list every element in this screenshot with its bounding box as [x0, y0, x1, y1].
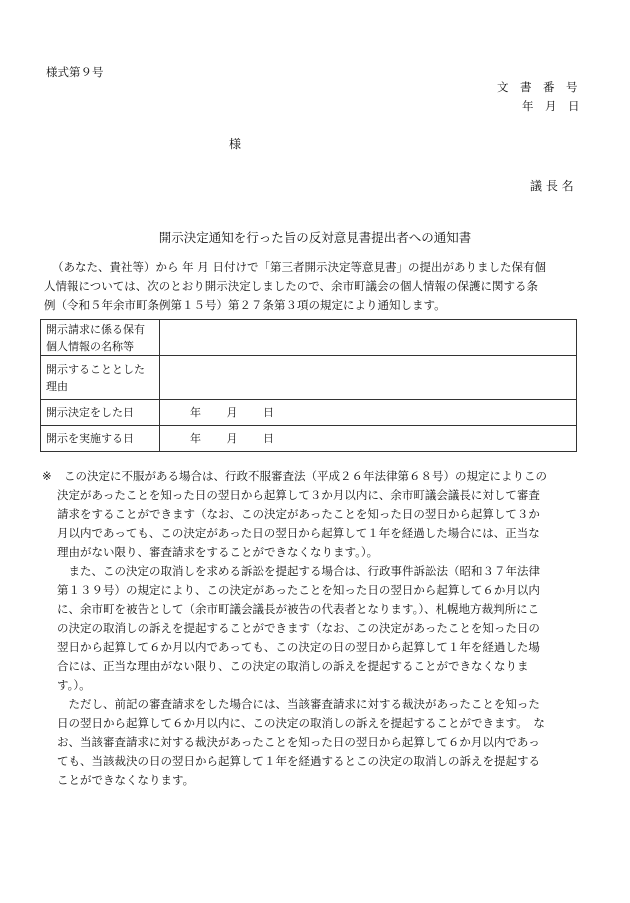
table-label-implementation-date: 開示を実施する日 [41, 426, 160, 452]
chair-name-label: 議 長 名 [530, 179, 574, 193]
document-title: 開示決定通知を行った旨の反対意見書提出者への通知書 [158, 230, 472, 245]
table-row [41, 400, 577, 426]
date-day: 日 [263, 432, 274, 445]
note-mark: ※ [42, 469, 52, 483]
notes-line: ても、当該裁決の日の翌日から起算して１年を経過するとこの決定の取消しの訴えを提起する [57, 754, 540, 768]
date-year: 年 [190, 406, 201, 419]
date-year: 年 [190, 432, 201, 445]
notes-line [44, 467, 592, 486]
notes-line: の決定の取消しの訴えを提起することができます（なお、この決定があったことを知った日の [57, 621, 540, 635]
notes-line: 合には、正当な理由がない限り、この決定の取消しの訴えを提起することができなくなりま [57, 659, 529, 673]
table-value-implementation-date [160, 426, 577, 452]
notes-line: 月以内であっても、この決定があった日の翌日から起算して１年を経過した場合には、正当な [57, 526, 540, 540]
notes-line: ただし、前記の審査請求をした場合には、当該審査請求に対する裁決があったことを知った [57, 697, 540, 711]
table-value-info-name [160, 320, 577, 356]
label-line: 個人情報の名称等 [46, 339, 134, 353]
label-line: 開示請求に係る保有 [46, 322, 145, 336]
decision-table [40, 319, 577, 452]
notes-line: 第１３９号）の規定により、この決定があったことを知った日の翌日から起算して６か月以内 [57, 583, 540, 597]
form-number: 様式第９号 [46, 65, 104, 79]
notes-line: に、余市町を被告として（余市町議会議長が被告の代表者となります。）、札幌地方裁判所にこ [57, 602, 540, 616]
table-label-decision-date: 開示決定をした日 [41, 400, 160, 426]
notes-line: 理由がない限り、審査請求をすることができなくなります。）。 [57, 545, 379, 559]
table-row [41, 426, 577, 452]
table-row [41, 356, 577, 400]
table-label-info-name [41, 320, 160, 356]
date-month: 月 [226, 406, 238, 419]
intro-line: （あなた、貴社等）から 年 月 日付けで「第三者開示決定等意見書」の提出がありました保有個 [52, 260, 546, 274]
recipient-suffix: 様 [229, 137, 242, 151]
date-month: 月 [226, 432, 238, 445]
notes-line: 日の翌日から起算して６か月以内に、この決定の取消しの訴えを提起することができます。 な [57, 716, 545, 730]
notes-line: お、当該審査請求に対する裁決があったことを知った日の翌日から起算して６か月以内であっ [57, 735, 540, 749]
notes-text: この決定に不服がある場合は、行政不服審査法（平成２６年法律第６８号）の規定によりこの [64, 469, 547, 483]
notes-line: 決定があったことを知った日の翌日から起算して３か月以内に、余市町議会議長に対して審査 [57, 488, 540, 502]
notes-line: また、この決定の取消しを求める訴訟を提起する場合は、行政事件訴訟法（昭和３７年法律 [57, 564, 540, 578]
table-value-decision-date [160, 400, 577, 426]
notes-line: ことができなくなります。 [57, 773, 195, 787]
date-label: 年 月 日 [522, 99, 580, 113]
notes-line: す。）。 [57, 678, 91, 692]
document-number-label: 文 書 番 号 [497, 80, 578, 94]
intro-line: 例（令和５年余市町条例第１５号）第２７条第３項の規定により通知します。 [44, 298, 446, 312]
notes-line: 翌日から起算して６か月以内であっても、この決定の日の翌日から起算して１年を経過した場 [57, 640, 540, 654]
notes-line: 請求をすることができます（なお、この決定があったことを知った日の翌日から起算して３か [57, 507, 540, 521]
intro-paragraph [44, 258, 589, 315]
table-label-reason [41, 356, 160, 400]
intro-line: 人情報については、次のとおり開示決定しましたので、余市町議会の個人情報の保護に関する条 [44, 279, 539, 293]
table-row [41, 320, 577, 356]
notes-section [44, 467, 592, 790]
date-day: 日 [263, 406, 274, 419]
table-value-reason [160, 356, 577, 400]
label-line: 開示することとした [46, 362, 145, 376]
label-line: 理由 [46, 379, 68, 393]
